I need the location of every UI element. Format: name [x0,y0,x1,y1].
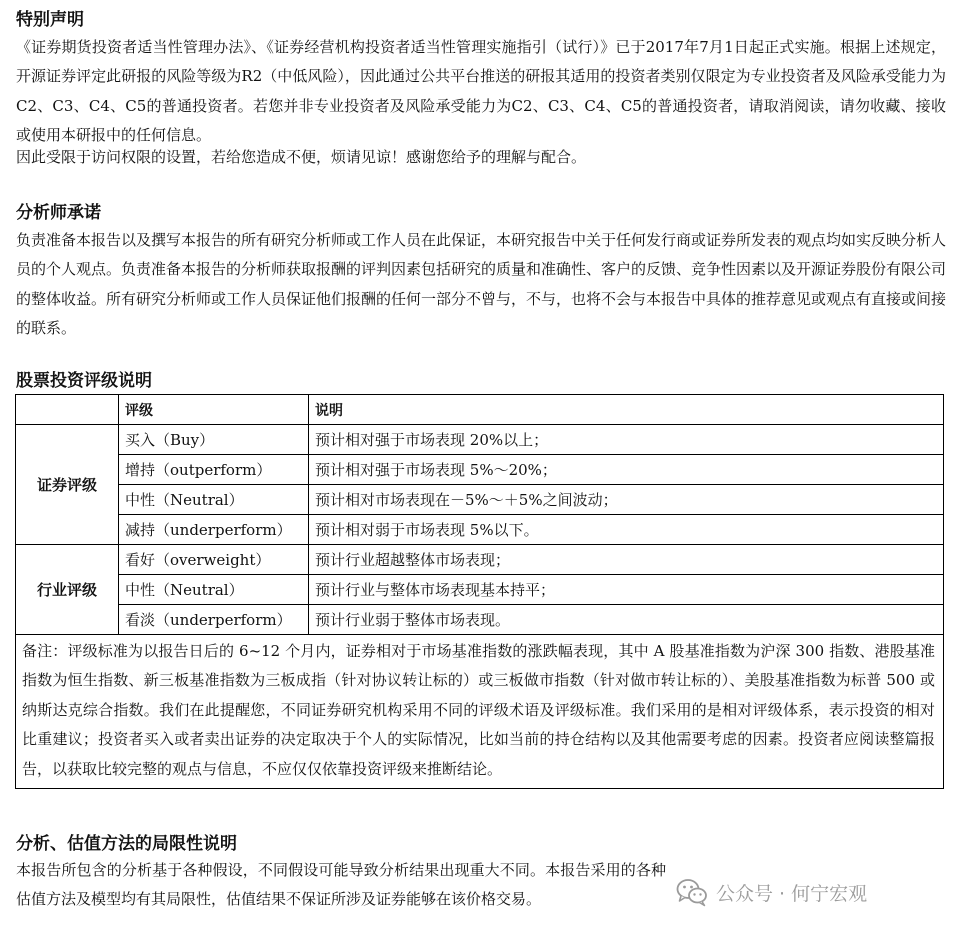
rating-cell: 增持（outperform） [119,455,309,485]
desc-cell: 预计行业超越整体市场表现； [309,545,944,575]
rating-note-row [16,635,944,789]
table-row [16,545,944,575]
rating-title: 股票投资评级说明 [16,371,152,391]
rating-cell: 中性（Neutral） [119,575,309,605]
table-row [16,575,944,605]
disclaimer-paragraph-2: 因此受限于访问权限的设置，若给您造成不便，烦请见谅！感谢您给予的理解与配合。 [16,148,587,166]
rating-note: 备注：评级标准为以报告日后的 6~12 个月内，证券相对于市场基准指数的涨跌幅表现，其中 A 股基准指数为沪深 300 指数、港股基准指数为恒生指数、新三板基准指数为三板成指（针对协议转让标的）或三板做市指数（针对做市转让标的）、美股基准指数为标普 500 或纳斯达克综合指数。我们在此提醒您，不同证券研究机构采用不同的评级术语及评级标准。我们采用的是相对评级体系，表示投资的相对比重建议；投资者买入或者卖出证券的决定取决于个人的实际情况，比如当前的持仓结构以及其他需要考虑的因素。投资者应阅读整篇报告，以获取比较完整的观点与信息，不应仅仅依靠投资评级来推断结论。 [16,635,944,789]
limitations-title: 分析、估值方法的局限性说明 [16,834,237,854]
desc-cell: 预计相对市场表现在－5%～＋5%之间波动； [309,485,944,515]
watermark [676,874,867,910]
disclaimer-paragraph-1: 《证券期货投资者适当性管理办法》、《证券经营机构投资者适当性管理实施指引（试行）》已于2017年7月1日起正式实施。根据上述规定，开源证券评定此研报的风险等级为R2（中低风险），因此通过公共平台推送的研报其适用的投资者类别仅限定为专业投资者及风险承受能力为C2、C3、C4、C5的普通投资者。若您并非专业投资者及风险承受能力为C2、C3、C4、C5的普通投资者，请取消阅读，请勿收藏、接收或使用本研报中的任何信息。 [16,38,946,145]
rating-header-row [16,395,944,425]
rating-header-desc: 说明 [309,395,944,425]
rating-cell: 看好（overweight） [119,545,309,575]
rating-cell: 买入（Buy） [119,425,309,455]
table-row [16,455,944,485]
desc-cell: 预计行业与整体市场表现基本持平； [309,575,944,605]
rating-cell: 中性（Neutral） [119,485,309,515]
disclaimer-title: 特别声明 [16,10,84,30]
desc-cell: 预计相对强于市场表现 5%～20%； [309,455,944,485]
desc-cell: 预计相对强于市场表现 20%以上； [309,425,944,455]
table-row [16,515,944,545]
desc-cell: 预计相对弱于市场表现 5%以下。 [309,515,944,545]
watermark-text: 公众号 · 何宁宏观 [716,882,868,905]
table-row [16,605,944,635]
rating-cell: 减持（underperform） [119,515,309,545]
analyst-commitment-paragraph: 负责准备本报告以及撰写本报告的所有研究分析师或工作人员在此保证，本研究报告中关于任何发行商或证券所发表的观点均如实反映分析人员的个人观点。负责准备本报告的分析师获取报酬的评判因素包括研究的质量和准确性、客户的反馈、竞争性因素以及开源证券股份有限公司的整体收益。所有研究分析师或工作人员保证他们报酬的任何一部分不曾与，不与，也将不会与本报告中具体的推荐意见或观点有直接或间接的联系。 [16,231,947,338]
table-row [16,485,944,515]
wechat-icon [676,877,708,907]
analyst-commitment-title: 分析师承诺 [16,203,101,223]
industry-rating-group: 行业评级 [16,545,119,635]
limitations-paragraph: 本报告所包含的分析基于各种假设，不同假设可能导致分析结果出现重大不同。本报告采用的各种估值方法及模型均有其局限性，估值结果不保证所涉及证券能够在该价格交易。 [16,861,666,909]
desc-cell: 预计行业弱于整体市场表现。 [309,605,944,635]
rating-cell: 看淡（underperform） [119,605,309,635]
stock-rating-group: 证券评级 [16,425,119,545]
rating-header-blank [16,395,119,425]
rating-table [15,394,944,789]
rating-header-rating: 评级 [119,395,309,425]
table-row [16,425,944,455]
